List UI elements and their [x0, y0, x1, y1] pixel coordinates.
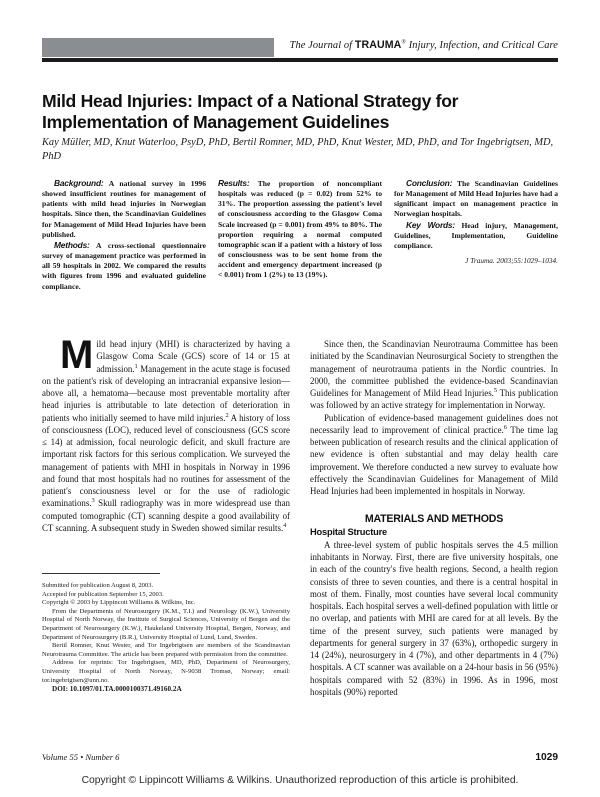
right-p2-text-a: Publication of evidence-based management guidelines does not necessarily lead to improvement of clinical practice. — [310, 412, 558, 435]
footnote-reprints: Address for reprints: Tor Ingebrigtsen, MD, PhD, Department of Neurosurgery, University Hospital of North Norway, N-9038 Tromsø, Norway; email: tor.ingebrigtsen@unn.no. — [42, 659, 290, 684]
reference-marker-2: 2 — [225, 411, 229, 419]
footnote-committee: Bertil Romner, Knut Wester, and Tor Ingebrigtsen are members of the Scandinavian Neurotrauma Committee. The article has been prepared with permission from the committee. — [42, 642, 290, 658]
abstract-results — [218, 178, 382, 281]
abstract-conclusion-text: The Scandinavian Guidelines for Management of Mild Head Injuries have had a significant impact on management practice in Norwegian hospitals. — [394, 179, 558, 219]
abstract-keywords-label: Key Words: — [406, 219, 455, 230]
reference-marker-1: 1 — [134, 362, 138, 370]
hospital-structure-paragraph: A three-level system of public hospitals serves the 4.5 million inhabitants in Norway. First, there are five university hospitals, one in each of the country's five health regions. Second, a health region consists of three to seven counties, and there is a central hospital in most of them. Finally, most counties have several local community hospitals. Each hospital serves a well-defined population with little or no overlap, and patients with MHI are cared for at all levels. By the time of the present survey, such patients were managed by departments for general surgery in 37 (63%), orthopedic surgery in 14 (24%), neurosurgery in 4 (7%), and other departments in 4 (7%) hospitals. A CT scanner was available on a 24-hour basis in 56 (95%) hospitals compared with 52 (83%) in 1996. As in 1996, most hospitals (90%) reported — [310, 539, 558, 697]
footnote-divider — [42, 573, 160, 574]
intro-text-a: ild head injury (MHI) is characterized by having a Glasgow Coma Scale (GCS) score of 14 or 15 at admission. — [96, 339, 290, 374]
right-p1-text-a: Since then, the Scandinavian Neurotrauma Committee has been initiated by the Scandinavian Neurosurgical Society to strengthen the management of neurotrauma patients in the Nordic countries. In 2000, the committee published the evidence-based Scandinavian Guidelines for Management of Mild Head Injuries. — [310, 339, 558, 398]
abstract-background-label: Background: — [54, 178, 104, 188]
copyright-notice: Copyright © Lippincott Williams & Wilkins. Unauthorized reproduction of this article is prohibited. — [81, 775, 519, 786]
abstract-block — [42, 178, 558, 326]
footnote-doi[interactable]: DOI: 10.1097/01.TA.0000100371.49160.2A — [52, 685, 182, 694]
subsection-heading-hospital-structure: Hospital Structure — [310, 526, 387, 537]
footnote-affiliations: From the Departments of Neurosurgery (K.M., T.I.) and Neurology (K.W.), University Hospital of North Norway, the Institute of Surgical Sciences, University of Bergen and the Department of Neurosurgery (K.W.), Haukeland University Hospital, Bergen, Norway, and Department of Neurosurgery (B.R.), University Hospital of Lund, Lund, Sweden. — [42, 607, 290, 641]
author-list: Kay Müller, MD, Knut Waterloo, PsyD, PhD, Bertil Romner, MD, PhD, Knut Wester, MD, PhD, and Tor Ingebrigtsen, MD, PhD — [42, 137, 554, 162]
footnote-block — [42, 582, 290, 694]
page-number: 1029 — [535, 752, 558, 763]
abstract-column-1 — [42, 178, 206, 326]
right-paragraph-1 — [310, 338, 558, 412]
reference-marker-3: 3 — [91, 497, 95, 505]
intro-paragraph — [42, 333, 290, 534]
page-title: Mild Head Injuries: Impact of a National Strategy for Implementation of Management Guidelines — [42, 91, 459, 132]
footnote-copyright: Copyright © 2003 by Lippincott Williams & Wilkins, Inc. — [42, 599, 196, 607]
masthead-brand: TRAUMA — [354, 39, 402, 51]
masthead-journal-title — [290, 39, 558, 51]
right-paragraph-2 — [310, 412, 558, 498]
right-p2-text-b: The time lag between publication of research results and the clinical application of new evidence is often substantial and may delay health care improvement. We therefore conducted a new survey to evaluate how effectively the Scandinavian Guidelines for Management of Mild Head Injuries had been implemented in hospitals in Norway. — [310, 424, 558, 496]
drop-cap: M — [60, 333, 94, 377]
intro-text-b: Management in the acute stage is focused on the patient's risk of developing an intracranial expansive lesion—above all, a hematoma—because most preventable mortality after head injuries is attributable to late detection of deterioration in patients who initially seemed to have mild injuries. — [42, 363, 290, 423]
abstract-column-3 — [394, 178, 558, 326]
masthead-pre: The Journal of — [289, 40, 355, 51]
abstract-background-text: A national survey in 1996 showed insufficient routines for management of patients with mild head injuries in Norwegian hospitals. Since then, the Scandinavian Guidelines for Management of Mild Head Injuries have been published. — [42, 179, 206, 239]
abstract-methods-text: A cross-sectional questionnaire survey of management practice was performed in all 59 hospitals in 2002. We compared the results with figures from 1996 and evaluated guideline compliance. — [42, 240, 206, 291]
footnote-submitted: Submitted for publication August 8, 2003. — [42, 582, 154, 589]
volume-issue: Volume 55 • Number 6 — [42, 752, 120, 762]
abstract-conclusion — [394, 178, 558, 220]
abstract-conclusion-label: Conclusion: — [406, 178, 453, 188]
abstract-background — [42, 178, 206, 240]
abstract-keywords — [394, 220, 558, 251]
abstract-methods — [42, 240, 206, 292]
abstract-results-label: Results: — [218, 178, 250, 188]
section-heading-materials-and-methods: MATERIALS AND METHODS — [364, 513, 504, 526]
footnote-accepted: Accepted for publication September 15, 2003. — [42, 590, 164, 598]
intro-text-d: Skull radiography was in more widespread use than computed tomographic (CT) scanning despite a good availability of CT scanning. A subsequent study in Sweden showed similar results. — [42, 498, 290, 533]
page-footer — [42, 752, 558, 763]
article-citation: J Trauma. 2003;55:1029–1034. — [465, 256, 558, 266]
body-column-left — [42, 333, 290, 534]
masthead-rule — [42, 58, 558, 62]
intro-text-c: A history of loss of consciousness (LOC), reduced level of consciousness (GCS score ≤ 14) at admission, focal neurologic deficit, and skull fracture are important risk factors for this serious complication. We surveyed the management of patients with MHI in hospitals in Norway in 1996 and found that most hospitals had no routines for assessment of the patient's consciousness level or for the use of radiologic examinations. — [42, 412, 290, 509]
reference-marker-5: 5 — [493, 387, 498, 395]
registered-mark-icon: ® — [401, 39, 407, 46]
reference-marker-6: 6 — [503, 423, 507, 431]
abstract-keywords-text: Head injury, Management, Guidelines, Implementation, Guideline compliance. — [394, 220, 558, 250]
abstract-results-text: The proportion of noncompliant hospitals was reduced (p = 0.02) from 52% to 31%. The proportion assessing the patient's level of consciousness according to the Glasgow Coma Scale increased (p = 0.001) from 49% to 80%. The proportion requiring a normal computed tomographic scan if a patient with a history of loss of consciousness was to be sent home from the accident and emergency department increased (p < 0.001) from 1 (2%) to 13 (19%). — [218, 179, 382, 280]
masthead-post: Injury, Infection, and Critical Care — [406, 40, 558, 51]
right-p1-text-b: This publication was followed by an active strategy for implementation in Norway. — [310, 388, 559, 411]
reference-marker-4: 4 — [283, 521, 287, 529]
abstract-methods-label: Methods: — [54, 239, 90, 250]
abstract-column-2 — [218, 178, 382, 326]
journal-masthead — [42, 38, 558, 64]
masthead-gray-block — [42, 38, 274, 57]
body-column-right — [310, 338, 558, 698]
